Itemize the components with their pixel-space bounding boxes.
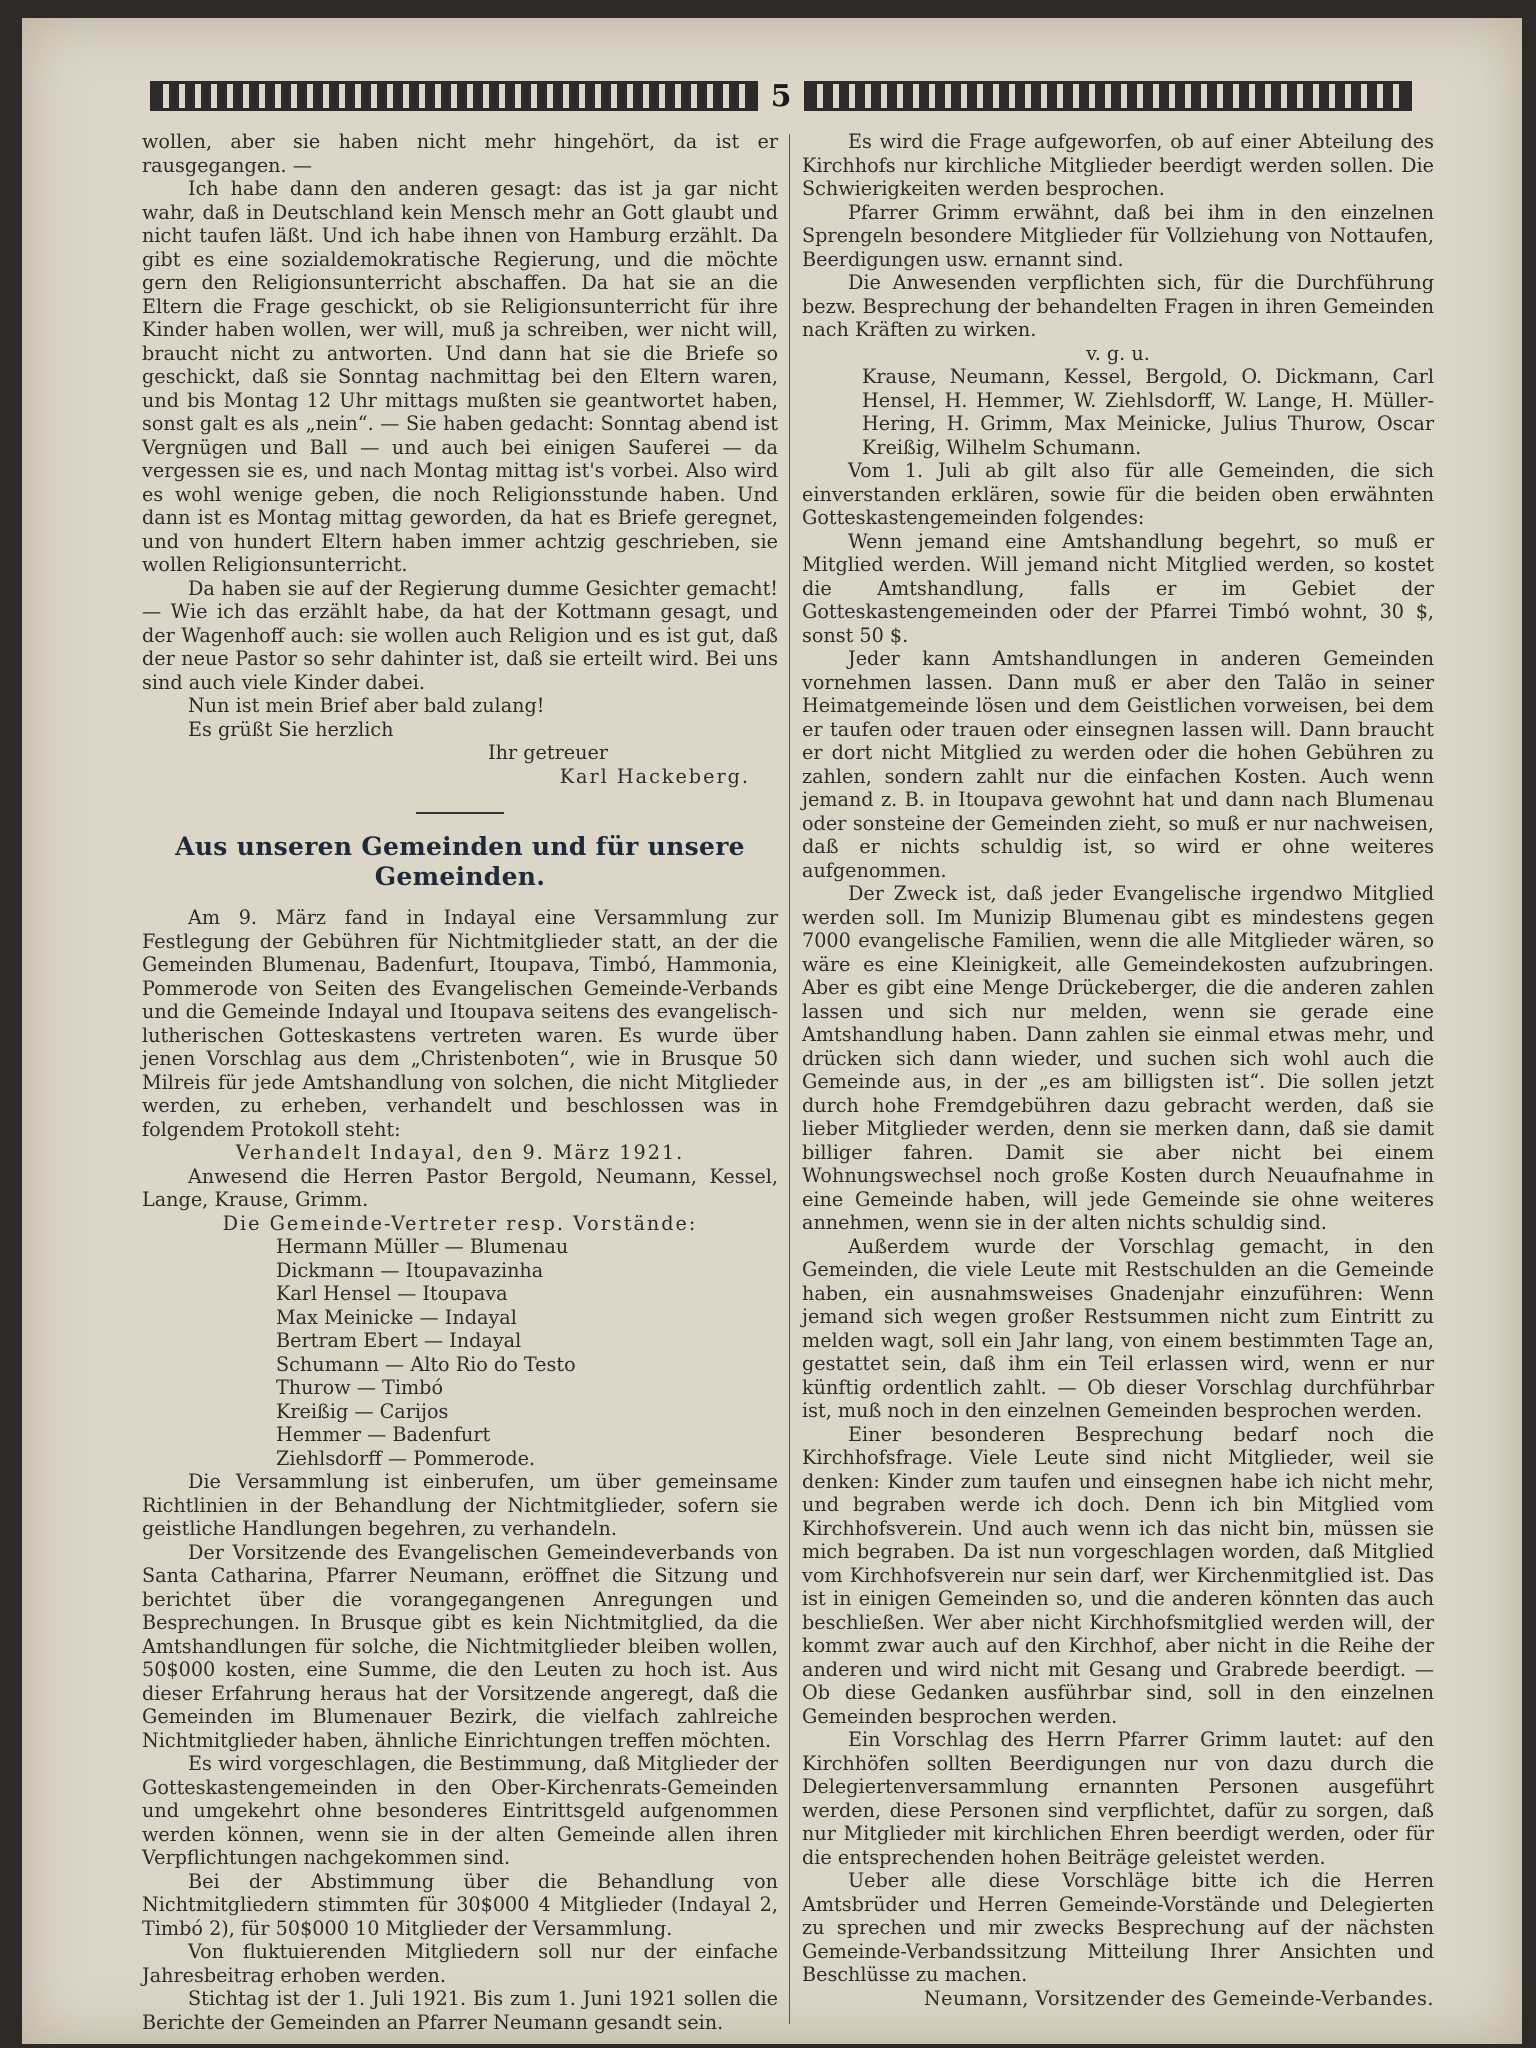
attendees: Anwesend die Herren Pastor Bergold, Neumann, Kessel, Lange, Krause, Grimm. — [142, 1164, 778, 1211]
article-paragraph: Stichtag ist der 1. Juli 1921. Bis zum 1. Juni 1921 sollen die Berichte der Gemeinden an Pfarrer Neumann gesandt sein. — [142, 1987, 778, 2034]
list-item: Dickmann — Itoupavazinha — [276, 1258, 544, 1282]
article-closing: Neumann, Vorsitzender des Gemeinde-Verbandes. — [923, 1986, 1434, 2010]
signers-list: Krause, Neumann, Kessel, Bergold, O. Dickmann, Carl Hensel, H. Hemmer, W. Ziehlsdorff, W. Lange, H. Müller-Hering, H. Grimm, Max Meinicke, Julius Thurow, Oscar Kreißig, Wilhelm Schumann. — [862, 365, 1434, 459]
list-item: Kreißig — Carijos — [276, 1399, 449, 1423]
header-ornament-right — [804, 81, 1412, 111]
article-paragraph: Ueber alle diese Vorschläge bitte ich die Herren Amtsbrüder und Herren Gemeinde-Vorstände und Delegierten zu sprechen und mir zwecks Besprechung auf der nächsten Gemeinde-Verbandssitzung Mitteilung Ihrer Ansichten und Beschlüsse zu machen. — [802, 1869, 1434, 1986]
article-paragraph: Pfarrer Grimm erwähnt, daß bei ihm in den einzelnen Sprengeln besondere Mitglieder für Vollziehung von Nottaufen, Beerdigungen usw. ernannt sind. — [802, 200, 1434, 271]
article-paragraph: Es wird vorgeschlagen, die Bestimmung, daß Mitglieder der Gotteskastengemeinden in den Ober-Kirchenrats-Gemeinden und umgekehrt ohne besonderes Eintrittsgeld aufgenommen werden können, wenn sie in der alten Gemeinde allen ihren Verpflichtungen nachgekommen sind. — [142, 1752, 778, 1869]
article-paragraph: Es wird die Frage aufgeworfen, ob auf einer Abteilung des Kirchhofs nur kirchliche Mitglieder beerdigt werden sollen. Die Schwierigkeiten werden besprochen. — [802, 130, 1434, 200]
list-item: Max Meinicke — Indayal — [276, 1305, 517, 1329]
column-divider — [789, 134, 790, 2024]
article-paragraph: Am 9. März fand in Indayal eine Versammlung zur Festlegung der Gebühren für Nichtmitglieder statt, an der die Gemeinden Blumenau, Badenfurt, Itoupava, Timbó, Hammonia, Pommerode von Seiten des Evangelischen Gemeinde-Verbands und die Gemeinde Indayal und Itoupava seitens des evangelisch-lutherischen Gotteskastens vertreten waren. Es wurde über jenen Vorschlag aus dem „Christenboten“, wie in Brusque 50 Milreis für jede Amtshandlung von solchen, die nicht Mitglieder werden, zu erheben, verhandelt und beschlossen was in folgendem Protokoll steht: — [142, 906, 778, 1141]
article-paragraph: Jeder kann Amtshandlungen in anderen Gemeinden vornehmen lassen. Dann muß er aber den Talão in seiner Heimatgemeinde lösen und dem Geistlichen vorweisen, bei dem er taufen oder trauen oder einsegnen lassen will. Dann braucht er dort nicht Mitglied zu werden oder die hohen Gebühren zu zahlen, sondern zahlt nur die einfachen Kosten. Auch wenn jemand z. B. in Itoupava gewohnt hat und dann nach Blumenau oder sonsteine der Gemeinden zieht, so muß er nur nachweisen, daß er nichts schuldig ist, so wird er ohne weiteres aufgenommen. — [802, 647, 1434, 882]
page-header — [150, 76, 1412, 116]
list-item: Bertram Ebert — Indayal — [276, 1329, 522, 1352]
article-paragraph: Vom 1. Juli ab gilt also für alle Gemeinden, die sich einverstanden erklären, sowie für die beiden oben erwähnten Gotteskastengemeinden folgendes: — [802, 459, 1434, 529]
article-paragraph: Außerdem wurde der Vorschlag gemacht, in den Gemeinden, die viele Leute mit Restschulden an die Gemeinde haben, ein ausnahmsweises Gnadenjahr einzuführen: Wenn jemand sich wegen großer Restsummen nicht zum Eintritt zu melden wagt, soll ein Jahr lang, von einem bestimmten Tage an, gestattet sein, daß ihm ein Teil erlassen wird, wenn er nur künftig ordentlich zahlt. — Ob dieser Vorschlag durchführbar ist, muß noch in den einzelnen Gemeinden besprochen werden. — [802, 1234, 1434, 1422]
section-heading: Aus unseren Gemeinden und für unsere Gemeinden. — [175, 832, 745, 891]
left-column — [142, 130, 778, 2034]
article-paragraph: Die Anwesenden verpflichten sich, für die Durchführung bezw. Besprechung der behandelten Fragen in ihren Gemeinden nach Kräften zu wirken. — [802, 271, 1434, 341]
representatives-title: Die Gemeinde-Vertreter resp. Vorstände: — [222, 1211, 698, 1235]
signers-block — [802, 365, 1434, 459]
list-item: Ziehlsdorff — Pommerode. — [276, 1446, 536, 1470]
article-paragraph: Der Zweck ist, daß jeder Evangelische irgendwo Mitglied werden soll. Im Munizip Blumenau gibt es mindestens gegen 7000 evangelische Familien, wenn die alle Mitglieder wären, so wäre es eine Kleinigkeit, alle Gemeindekosten aufzubringen. Aber es gibt eine Menge Drückeberger, die die anderen zahlen lassen und sich nur melden, wenn sie gerade eine Amtshandlung haben. Dann zahlen sie einmal etwas mehr, und drücken sich dann wieder, und suchen sich wohl auch die Gemeinde aus, in der „es am billigsten ist“. Die sollen jetzt durch hohe Fremdgebühren dazu gebracht werden, daß sie lieber Mitglieder werden, denn sie merken dann, daß sie damit billiger fahren. Damit sie aber nicht bei einem Wohnungswechsel noch große Kosten durch Neuaufnahme in eine Gemeinde haben, will jede Gemeinde sie ohne weiteres annehmen, wenn sie in der alten nichts schuldig sind. — [802, 882, 1434, 1234]
article-paragraph: Bei der Abstimmung über die Behandlung von Nichtmitgliedern stimmten für 30$000 4 Mitglieder (Indayal 2, Timbó 2), für 50$000 10 Mitglieder der Versammlung. — [142, 1869, 778, 1940]
article-paragraph: Ein Vorschlag des Herrn Pfarrer Grimm lautet: auf den Kirchhöfen sollten Beerdigungen nur von dazu durch die Delegiertenversammlung ernannten Personen ausgeführt werden, diese Personen sind verpflichtet, dafür zu sorgen, daß nur Mitglieder mit kirchlichen Ehren beerdigt werden, oder für die entsprechenden hohen Beiträge geleistet werden. — [802, 1728, 1434, 1869]
letter-greeting: Es grüßt Sie herzlich — [188, 717, 394, 741]
article-paragraph: Die Versammlung ist einberufen, um über gemeinsame Richtlinien in der Behandlung der Nichtmitglieder, sofern sie geistliche Handlungen begehren, zu verhandeln. — [142, 1470, 778, 1540]
newspaper-page — [22, 18, 1522, 2044]
page-number: 5 — [770, 78, 792, 114]
section-rule — [416, 812, 504, 814]
vgu-mark: v. g. u. — [1086, 341, 1150, 365]
letter-paragraph: wollen, aber sie haben nicht mehr hingehört, da ist er rausgegangen. — — [142, 130, 778, 177]
letter-paragraph: Nun ist mein Brief aber bald zulang! — [188, 694, 545, 717]
letter-paragraph: Da haben sie auf der Regierung dumme Gesichter gemacht! — Wie ich das erzählt habe, da hat der Kottmann gesagt, und der Wagenhoff auch: sie wollen auch Religion und es ist gut, daß der neue Pastor so sehr dahinter ist, daß sie erteilt wird. Bei uns sind auch viele Kinder dabei. — [142, 576, 778, 694]
article-paragraph: Der Vorsitzende des Evangelischen Gemeindeverbands von Santa Catharina, Pfarrer Neumann, eröffnet die Sitzung und berichtet über die vorangegangenen Anregungen und Besprechungen. In Brusque gibt es kein Nichtmitglied, da die Amtshandlungen für solche, die Nichtmitglieder bleiben wollen, 50$000 kosten, eine Summe, die den Leuten zu hoch ist. Aus dieser Erfahrung heraus hat der Vorsitzende angeregt, daß die Gemeinden im Blumenauer Bezirk, die vielfach zahlreiche Nichtmitglieder haben, ähnliche Einrichtungen treffen möchten. — [142, 1540, 778, 1752]
representatives-list — [276, 1235, 778, 1470]
header-ornament-left — [150, 81, 758, 111]
list-item: Karl Hensel — Itoupava — [276, 1282, 508, 1305]
article-paragraph: Von fluktuierenden Mitgliedern soll nur der einfache Jahresbeitrag erhoben werden. — [142, 1940, 778, 1987]
letter-closing: Ihr getreuer — [488, 741, 608, 764]
right-column — [802, 130, 1434, 2010]
list-item: Hermann Müller — Blumenau — [276, 1235, 569, 1258]
article-paragraph: Wenn jemand eine Amtshandlung begehrt, so muß er Mitglied werden. Will jemand nicht Mitglied werden, so kostet die Amtshandlung, falls er im Gebiet der Gotteskastengemeinden oder der Pfarrei Timbó wohnt, 30 $, sonst 50 $. — [802, 529, 1434, 647]
article-paragraph: Einer besonderen Besprechung bedarf noch die Kirchhofsfrage. Viele Leute sind nicht Mitglieder, weil sie denken: Kinder zum taufen und einsegnen habe ich nicht mehr, und begraben werde ich doch. Denn ich bin Mitglied vom Kirchhofsverein. Und auch wenn ich das nicht bin, müssen sie mich begraben. Da ist nun vorgeschlagen worden, daß Mitglied vom Kirchhofsverein nur sein darf, wer Kirchenmitglied ist. Das ist in einigen Gemeinden so, und die anderen könnten das auch beschließen. Wer aber nicht Kirchhofsmitglied werden will, der kommt zwar auch auf den Kirchhof, aber nicht in die Reihe der anderen und wird nicht mit Gesang und Grabrede beerdigt. — Ob diese Gedanken ausführbar sind, soll in den einzelnen Gemeinden besprochen werden. — [802, 1422, 1434, 1728]
letter-signature: Karl Hackeberg. — [559, 764, 750, 788]
letter-paragraph: Ich habe dann den anderen gesagt: das ist ja gar nicht wahr, daß in Deutschland kein Mensch mehr an Gott glaubt und nicht taufen läßt. Und ich habe ihnen von Hamburg erzählt. Da gibt es eine sozialdemokratische Regierung, und die möchte gern den Religionsunterricht abschaffen. Da hat sie an die Eltern die Frage geschickt, ob sie Religionsunterricht für ihre Kinder haben wollen, wer will, muß ja schreiben, wer nicht will, braucht nicht zu antworten. Und dann hat sie die Briefe so geschickt, daß sie Sonntag nachmittag bei den Eltern waren, und bis Montag 12 Uhr mittags mußten sie geantwortet haben, sonst galt es als „nein“. — Sie haben gedacht: Sonntag abend ist Vergnügen und Ball — und auch bei einigen Sauferei — da vergessen sie es, und nach Montag mittag ist's vorbei. Also wird es wohl wenige geben, die noch Religionsstunde haben. Und dann ist es Montag mittag geworden, da hat es Briefe geregnet, und von hundert Eltern haben immer achtzig geschrieben, sie wollen Religionsunterricht. — [142, 177, 778, 576]
list-item: Schumann — Alto Rio do Testo — [276, 1352, 576, 1376]
list-item: Thurow — Timbó — [276, 1376, 444, 1399]
protocol-title: Verhandelt Indayal, den 9. März 1921. — [235, 1141, 685, 1164]
list-item: Hemmer — Badenfurt — [276, 1423, 491, 1446]
